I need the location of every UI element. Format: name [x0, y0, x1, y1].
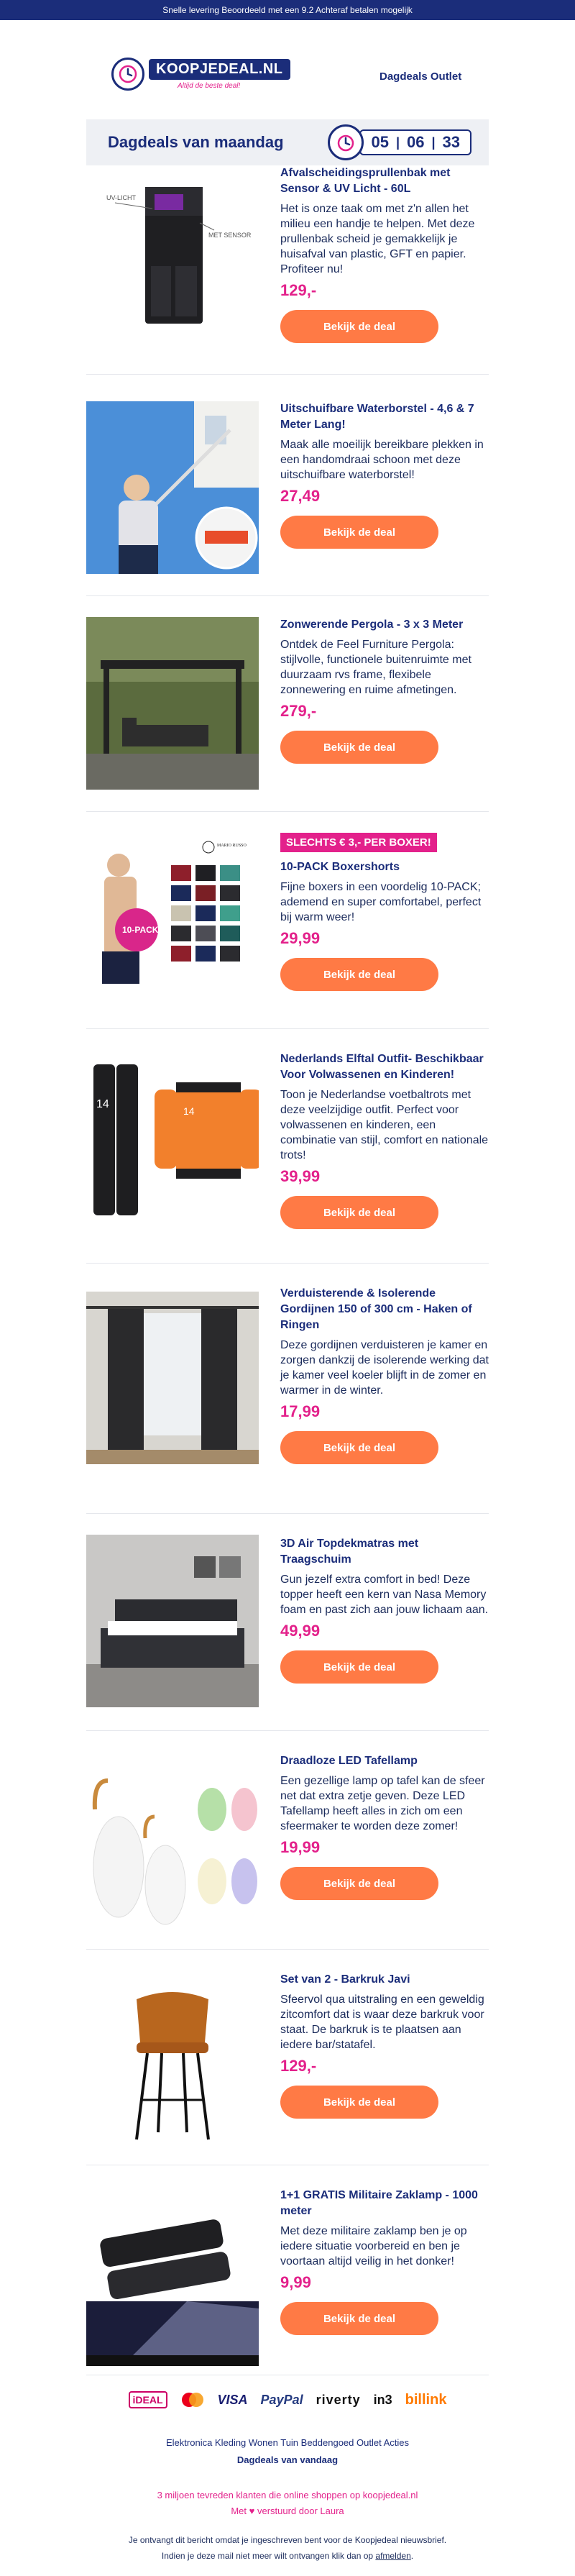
water-brush-image[interactable]: [86, 401, 259, 574]
timer-seconds: 33: [442, 133, 460, 151]
deal-card: [86, 826, 489, 1027]
deal-card: [86, 157, 489, 344]
deal-description: Maak alle moeilijk bereikbare plekken in een handomdraai schoon met deze uitschuifbare waterborstel!: [280, 439, 484, 481]
footer-category-links[interactable]: Elektronica Kleding Wonen Tuin Beddengoed Outlet Acties: [166, 2437, 409, 2448]
deal-description: Met deze militaire zaklamp ben je op iedere situatie voorbereid en ben je voortaan altijd veilig in het donker!: [280, 2225, 467, 2267]
billink-logo: billink: [405, 2391, 447, 2408]
deal-price: 49,99: [280, 1622, 321, 1640]
footer-dagdeals-link[interactable]: Dagdeals van vandaag: [236, 2454, 339, 2465]
divider: [86, 1949, 489, 1950]
deal-card: [86, 1745, 489, 1946]
timer-minutes: 06: [406, 133, 425, 151]
timer-hours: 05: [371, 133, 389, 151]
deal-card: [86, 1277, 489, 1493]
logo[interactable]: [111, 58, 290, 91]
deal-description: Gun jezelf extra comfort in bed! Deze topper heeft een kern van Nasa Memory foam en past zich aan jouw lichaam aan.: [280, 1574, 489, 1616]
top-banner-text: Snelle levering Beoordeeld met een 9.2 Achteraf betalen mogelijk: [162, 5, 413, 15]
deal-description: Een gezellige lamp op tafel kan de sfeer net dat extra zetje geven. Deze LED Tafellamp heeft alles in zich om een sfeermaker te worden deze zomer!: [280, 1775, 485, 1832]
view-deal-button[interactable]: Bekijk de deal: [280, 2086, 438, 2119]
view-deal-button[interactable]: Bekijk de deal: [280, 516, 438, 549]
top-banner: [0, 0, 575, 20]
deal-title[interactable]: Uitschuifbare Waterborstel - 4,6 & 7 Meter Lang!: [280, 403, 474, 431]
deal-price: 129,-: [280, 2057, 317, 2075]
sensor-label: MET SENSOR: [208, 232, 252, 239]
deal-title[interactable]: Nederlands Elftal Outfit- Beschikbaar Voor Volwassenen en Kinderen!: [280, 1053, 484, 1081]
deal-title[interactable]: Zonwerende Pergola - 3 x 3 Meter: [280, 618, 464, 631]
deal-description: Ontdek de Feel Furniture Pergola: stijlvolle, functionele buitenruimte met duurzaam rvs frame, flexibele zonnewering en ruime afmetingen.: [280, 639, 472, 696]
pants-number: 14: [96, 1098, 109, 1110]
unsubscribe-prefix: Indien je deze mail niet meer wilt ontvangen klik dan op: [161, 2551, 374, 2561]
divider: [86, 1730, 489, 1731]
stopwatch-icon: [328, 124, 364, 160]
deal-card: [86, 610, 489, 797]
deal-price: 279,-: [280, 702, 317, 720]
pack-label: 10-PACK: [122, 925, 159, 935]
deal-card: [86, 388, 489, 575]
header: [0, 20, 575, 99]
countdown-timer: 05 | 06 | 33: [328, 124, 472, 160]
divider: [86, 811, 489, 812]
deal-title[interactable]: 10-PACK Boxershorts: [280, 861, 400, 873]
view-deal-button[interactable]: Bekijk de deal: [280, 958, 438, 991]
football-outfit-image[interactable]: [86, 1057, 259, 1230]
visa-logo: VISA: [217, 2392, 248, 2407]
deal-title[interactable]: Set van 2 - Barkruk Javi: [280, 1973, 410, 1986]
divider: [86, 595, 489, 596]
deal-title[interactable]: Verduisterende & Isolerende Gordijnen 150 of 300 cm - Haken of Ringen: [280, 1287, 472, 1331]
deal-price: 19,99: [280, 1838, 321, 1856]
riverty-logo: riverty: [316, 2392, 361, 2407]
mattress-image[interactable]: [86, 1535, 259, 1707]
payment-methods: [86, 2391, 489, 2408]
in3-logo: in3: [373, 2392, 392, 2407]
deal-price: 39,99: [280, 1167, 321, 1185]
view-deal-button[interactable]: Bekijk de deal: [280, 731, 438, 764]
deal-title[interactable]: 3D Air Topdekmatras met Traagschuim: [280, 1538, 419, 1566]
unsubscribe-note: [0, 2551, 575, 2561]
divider: [86, 1028, 489, 1029]
deal-price: 29,99: [280, 929, 321, 947]
deal-card: [86, 1043, 489, 1244]
logo-tagline: Altijd de beste deal!: [178, 81, 241, 90]
deal-price: 27,49: [280, 487, 321, 505]
deal-title[interactable]: Afvalscheidingsprullenbak met Sensor & UV Licht - 60L: [280, 167, 451, 195]
jacket-number: 14: [183, 1105, 195, 1117]
uv-light-label: UV-LICHT: [106, 194, 137, 201]
heart-icon: ♥: [249, 2506, 255, 2516]
deal-price: 9,99: [280, 2273, 311, 2291]
deal-price: 17,99: [280, 1402, 321, 1420]
deal-description: Fijne boxers in een voordelig 10-PACK; ademend en super comfortabel, perfect bij warm weer!: [280, 881, 482, 923]
view-deal-button[interactable]: Bekijk de deal: [280, 1650, 438, 1684]
view-deal-button[interactable]: Bekijk de deal: [280, 310, 438, 343]
divider: [86, 374, 489, 375]
deal-card: [86, 2179, 489, 2366]
outlet-link[interactable]: Dagdeals Outlet: [380, 70, 462, 83]
deal-card: [86, 1527, 489, 1729]
page-title: Dagdeals van maandag: [108, 133, 284, 151]
unsubscribe-suffix: .: [410, 2551, 414, 2561]
brand-label: MARIO RUSSO: [217, 844, 247, 848]
unsubscribe-link[interactable]: afmelden: [375, 2551, 411, 2561]
logo-name: KOOPJEDEAL.NL: [149, 59, 290, 80]
deal-description: Sfeervol qua uitstraling en een geweldig zitcomfort dat is waar deze barkruk voor staat. De barkruk is te plaatsen aan iedere bar/statafel.: [280, 1993, 484, 2051]
curtains-image[interactable]: [86, 1292, 259, 1464]
deal-description: Toon je Nederlandse voetbaltrots met deze veelzijdige outfit. Perfect voor volwassenen en kinderen, een combinatie van stijl, comfort en nationale trots!: [280, 1089, 489, 1161]
bar-stool-image[interactable]: [86, 1978, 259, 2150]
divider: [86, 1263, 489, 1264]
sent-by-prefix: Met: [231, 2506, 247, 2516]
pergola-image[interactable]: [86, 617, 259, 790]
boxershorts-image[interactable]: [86, 836, 259, 1009]
subscription-note: Je ontvangt dit bericht omdat je ingeschreven bent voor de Koopjedeal nieuwsbrief.: [128, 2535, 447, 2545]
promo-badge: SLECHTS € 3,- PER BOXER!: [280, 833, 437, 852]
paypal-logo: PayPal: [260, 2392, 303, 2407]
deal-price: 129,-: [280, 281, 317, 299]
mastercard-logo: [180, 2392, 205, 2408]
deal-card: [86, 1963, 489, 2150]
clock-logo-icon: [111, 58, 144, 91]
ideal-logo: iDEAL: [129, 2391, 167, 2408]
deal-title[interactable]: 1+1 GRATIS Militaire Zaklamp - 1000 meter: [280, 2189, 478, 2217]
view-deal-button[interactable]: Bekijk de deal: [280, 2302, 438, 2335]
view-deal-button[interactable]: Bekijk de deal: [280, 1867, 438, 1900]
divider: [86, 1513, 489, 1514]
sent-by-text: [0, 2506, 575, 2516]
deal-description: Deze gordijnen verduisteren je kamer en zorgen dankzij de isolerende werking dat je kamer veel koeler blijft in de zomer en warmer in de winter.: [280, 1339, 489, 1397]
flashlight-image[interactable]: [86, 2193, 259, 2366]
deal-description: Het is onze taak om met z'n allen het milieu een handje te helpen. Met deze prullenbak scheid je gemakkelijk je huisafval van plastic, GFT en papier. Profiteer nu!: [280, 203, 475, 275]
view-deal-button[interactable]: Bekijk de deal: [280, 1431, 438, 1464]
happy-customers-text: 3 miljoen tevreden klanten die online shoppen op koopjedeal.nl: [157, 2490, 418, 2500]
led-lamp-image[interactable]: [86, 1759, 259, 1932]
sent-by-suffix: verstuurd door Laura: [257, 2506, 344, 2516]
deal-title[interactable]: Draadloze LED Tafellamp: [280, 1755, 418, 1767]
trash-bin-image[interactable]: [86, 165, 259, 338]
view-deal-button[interactable]: Bekijk de deal: [280, 1196, 438, 1229]
